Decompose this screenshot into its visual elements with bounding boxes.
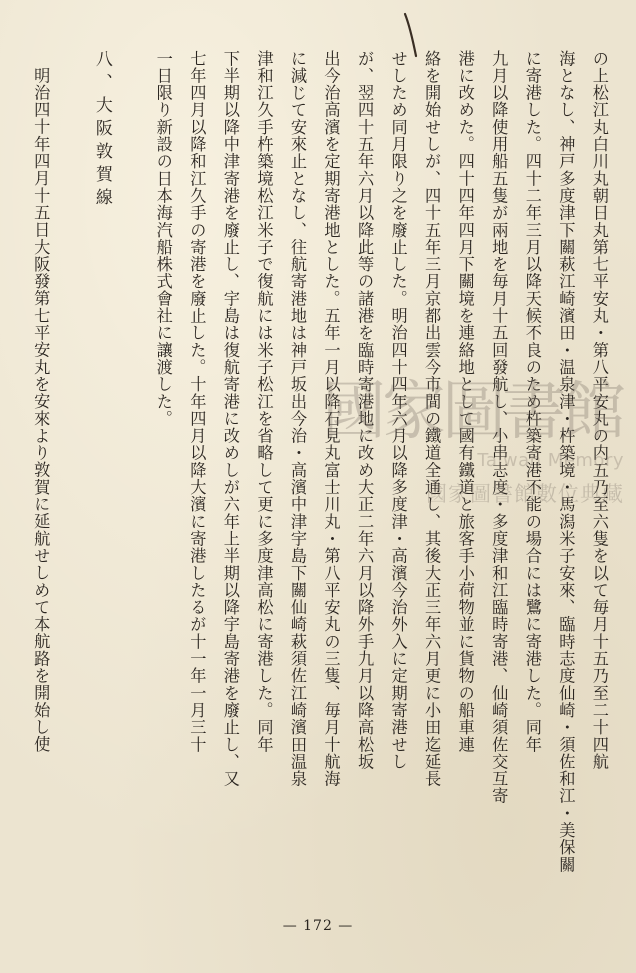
text-column-2: 海となし、神戸多度津下關萩江崎濱田・温泉津・杵築境・馬潟米子安來、臨時志度仙崎・須佐和江・美保關 (556, 50, 576, 874)
text-column-1: の上松江丸白川丸朝日丸第七平安丸・第八平安丸の内五乃至六隻を以て毎月十五乃至二十四航 (589, 50, 609, 771)
text-column-10: に減じて安來止となし、往航寄港地は神戸坂出今治・高濱中津宇島下關仙崎萩須佐江崎濱田温泉 (287, 50, 307, 788)
text-column-9: 出今治高濱を定期寄港地とした。五年一月以降石見丸富士川丸・第八平安丸の三隻、毎月十航海 (321, 50, 341, 788)
text-column-7: せしため同月限り之を廢止した。明治四十四年六月以降多度津・高濱今治外入に定期寄港せし (388, 50, 408, 771)
watermark-chinese-text: 國家圖書館數位典藏 (426, 482, 624, 506)
text-column-5: 港に改めた。四十四年四月下關境を連絡地として國有鐵道と旅客手小荷物並に貨物の船車連 (455, 50, 475, 754)
text-column-14: 一日限り新設の日本海汽船株式會社に讓渡した。 (153, 50, 173, 428)
text-column-12: 下半期以降中津寄港を廢止し、宇島は復航寄港に改めしが六年上半期以降宇島寄港を廢止し、又 (220, 50, 240, 788)
watermark-english-text: Taiwan Memory (477, 450, 624, 471)
section-body-column-1: 明治四十年四月十五日大阪發第七平安丸を安來より敦賀に延航せしめて本航路を開始し使 (31, 67, 51, 753)
text-column-8: が、翌四十五年六月以降此等の諸港を臨時寄港地に改め大正二年六月以降外手九月以降高松坂 (355, 50, 375, 771)
column-spacer (66, 50, 76, 890)
text-column-11: 津和江久手杵築境松江米子で復航には米子松江を省略して更に多度津高松に寄港した。同年 (254, 50, 274, 754)
vertical-text-block (32, 50, 607, 910)
watermark-logo: 國家圖書館 (322, 375, 622, 449)
text-column-13: 七年四月以降和江久手の寄港を廢止した。十年四月以降大濱に寄港したるが十一年一月三十 (187, 50, 207, 754)
column-spacer (127, 50, 137, 890)
page-number: — 172 — (282, 918, 354, 934)
section-heading: 八、大阪敦賀線 (91, 50, 112, 211)
text-column-6: 絡を開始せしが、四十五年三月京都出雲今市間の鐵道全通し、其後大正三年六月更に小田迄延長 (422, 50, 442, 788)
text-column-4: 九月以降使用船五隻が兩地を毎月十五回發航し、小串志度・多度津和江臨時寄港、仙崎須佐交互寄 (489, 50, 509, 805)
text-column-3: に寄港した。四十二年三月以降天候不良のため杵築寄港不能の場合には鷺に寄港した。同年 (522, 50, 542, 754)
